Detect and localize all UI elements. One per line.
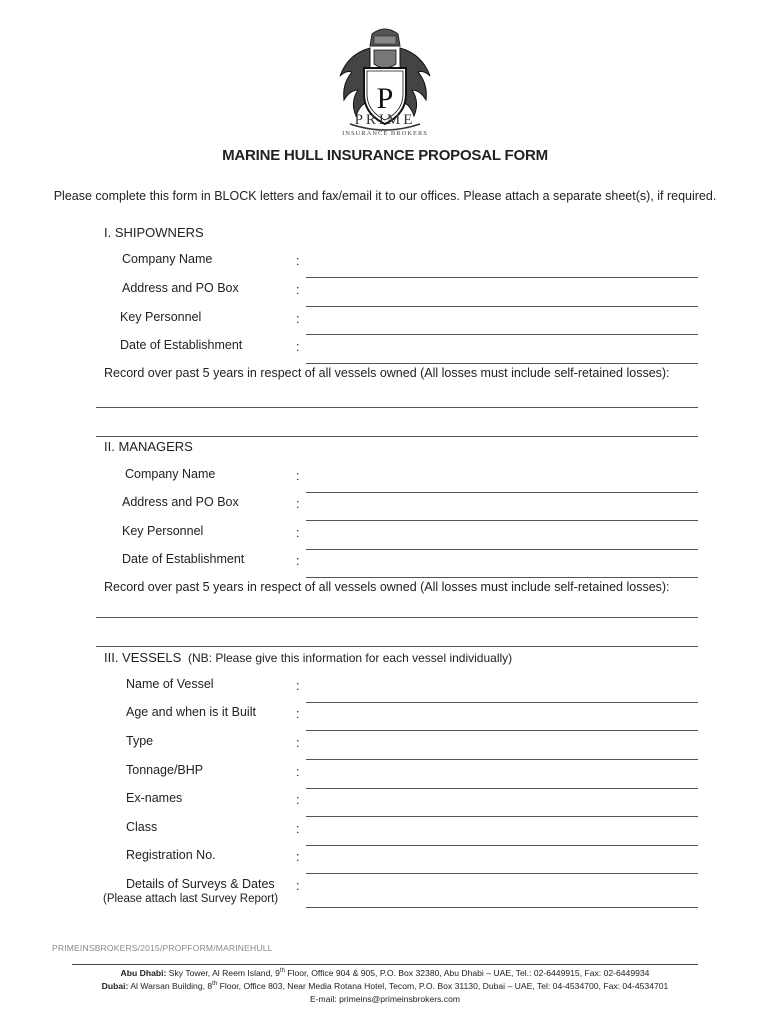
- section-heading-managers: II. MANAGERS: [104, 439, 193, 454]
- shipowners-date-field[interactable]: [306, 363, 698, 364]
- colon: :: [296, 679, 300, 693]
- vessel-tonnage-field[interactable]: [306, 788, 698, 789]
- colon: :: [296, 822, 300, 836]
- shipowners-record-label: Record over past 5 years in respect of all vessels owned (All losses must include self-retained losses):: [104, 366, 670, 380]
- vessel-name-field[interactable]: [306, 702, 698, 703]
- dubai-label: Dubai:: [101, 981, 129, 991]
- dubai-pre: Al Warsan Building, 8: [128, 981, 213, 991]
- vessel-surveys-note: (Please attach last Survey Report): [103, 893, 279, 905]
- shipowners-company-name-label: Company Name: [122, 252, 213, 266]
- vessel-name-label: Name of Vessel: [126, 677, 214, 691]
- abu-dhabi-sup: th: [279, 968, 285, 975]
- footer-email[interactable]: E-mail: primeins@primeinsbrokers.com: [309, 994, 461, 1004]
- colon: :: [296, 850, 300, 864]
- colon: :: [296, 793, 300, 807]
- managers-date-field[interactable]: [306, 577, 698, 578]
- colon: :: [296, 340, 300, 354]
- abu-dhabi-label: Abu Dhabi:: [120, 968, 167, 978]
- section-heading-shipowners: I. SHIPOWNERS: [104, 225, 204, 240]
- vessel-class-field[interactable]: [306, 845, 698, 846]
- vessel-surveys-field[interactable]: [306, 907, 698, 908]
- managers-record-line-2[interactable]: [96, 646, 698, 647]
- vessel-type-field[interactable]: [306, 759, 698, 760]
- brand-name: PRIME: [354, 112, 416, 128]
- vessel-ex-names-label: Ex-names: [126, 791, 183, 805]
- colon: :: [296, 312, 300, 326]
- vessel-surveys-label: Details of Surveys & Dates: [126, 877, 275, 891]
- managers-record-label: Record over past 5 years in respect of all vessels owned (All losses must include self-retained losses):: [104, 580, 670, 594]
- colon: :: [296, 469, 300, 483]
- vessel-registration-label: Registration No.: [126, 848, 216, 862]
- footer-abu-dhabi-address: [0, 968, 770, 978]
- managers-company-name-field[interactable]: [306, 492, 698, 493]
- colon: :: [296, 879, 300, 893]
- vessels-note: (NB: Please give this information for each vessel individually): [188, 651, 513, 665]
- colon: :: [296, 554, 300, 568]
- shipowners-record-line-1[interactable]: [96, 407, 698, 408]
- form-title: MARINE HULL INSURANCE PROPOSAL FORM: [222, 147, 548, 164]
- crest-letter: P: [376, 82, 394, 115]
- managers-date-label: Date of Establishment: [122, 552, 245, 566]
- managers-company-name-label: Company Name: [125, 467, 216, 481]
- dubai-post: Floor, Office 803, Near Media Rotana Hotel, Tecom, P.O. Box 31130, Dubai – UAE, Tel: 04-4534700, Fax: 04-4534701: [217, 981, 669, 991]
- shipowners-date-label: Date of Establishment: [120, 338, 243, 352]
- brand-subtitle: INSURANCE BROKERS: [342, 130, 428, 137]
- shipowners-address-label: Address and PO Box: [122, 281, 239, 295]
- shipowners-key-personnel-field[interactable]: [306, 334, 698, 335]
- colon: :: [296, 736, 300, 750]
- vessel-ex-names-field[interactable]: [306, 816, 698, 817]
- intro-instructions: Please complete this form in BLOCK letters and fax/email it to our offices. Please attach a separate sheet(s), if required.: [53, 189, 717, 203]
- managers-key-personnel-label: Key Personnel: [122, 524, 204, 538]
- form-reference-code: PRIMEINSBROKERS/2015/PROPFORM/MARINEHULL: [52, 943, 273, 953]
- section-heading-vessels: III. VESSELS: [104, 650, 182, 665]
- managers-record-line-1[interactable]: [96, 617, 698, 618]
- vessel-tonnage-label: Tonnage/BHP: [126, 763, 204, 777]
- footer-dubai-address: [0, 981, 770, 991]
- abu-dhabi-post: Floor, Office 904 & 905, P.O. Box 32380, Abu Dhabi – UAE, Tel.: 02-6449915, Fax: 02-6449934: [284, 968, 650, 978]
- vessel-class-label: Class: [126, 820, 158, 834]
- abu-dhabi-pre: Sky Tower, Al Reem Island, 9: [166, 968, 280, 978]
- colon: :: [296, 765, 300, 779]
- shipowners-address-field[interactable]: [306, 306, 698, 307]
- vessel-age-label: Age and when is it Built: [126, 705, 256, 719]
- vessel-registration-field[interactable]: [306, 873, 698, 874]
- managers-address-label: Address and PO Box: [122, 495, 239, 509]
- colon: :: [296, 526, 300, 540]
- dubai-sup: th: [212, 981, 218, 988]
- vessel-age-field[interactable]: [306, 730, 698, 731]
- managers-key-personnel-field[interactable]: [306, 549, 698, 550]
- colon: :: [296, 283, 300, 297]
- shipowners-record-line-2[interactable]: [96, 436, 698, 437]
- shipowners-company-name-field[interactable]: [306, 277, 698, 278]
- footer-divider: [72, 964, 698, 965]
- colon: :: [296, 254, 300, 268]
- colon: :: [296, 707, 300, 721]
- shipowners-key-personnel-label: Key Personnel: [120, 310, 202, 324]
- colon: :: [296, 497, 300, 511]
- vessel-type-label: Type: [126, 734, 154, 748]
- managers-address-field[interactable]: [306, 520, 698, 521]
